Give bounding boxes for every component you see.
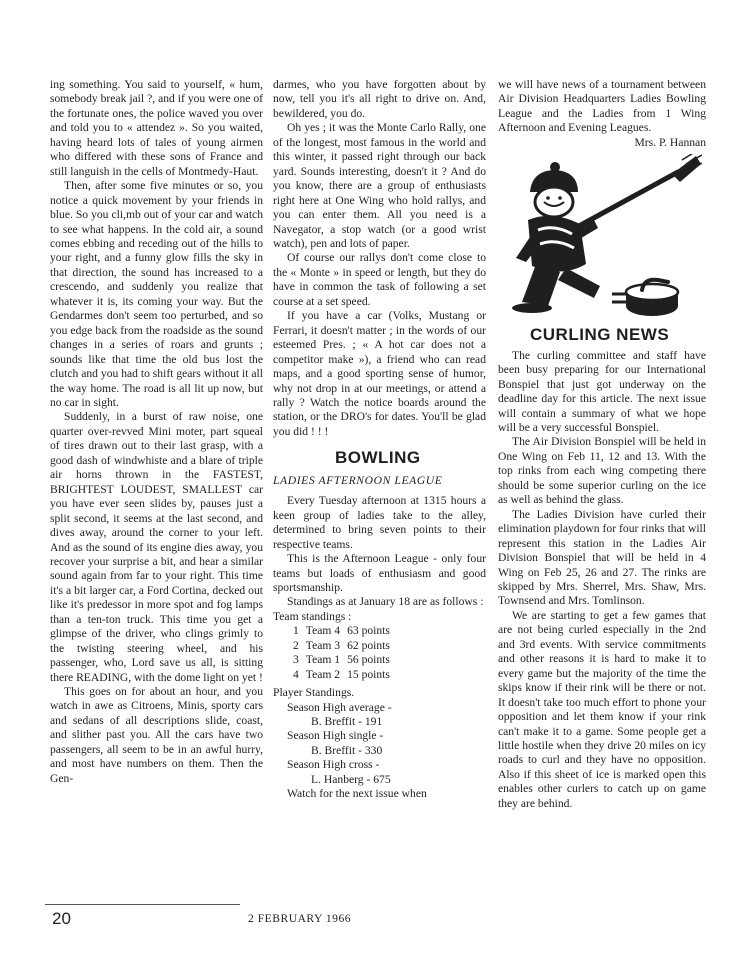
column-2 [273,78,486,802]
paragraph: we will have news of a tournament between Air Division Headquarters Ladies Bowling League and the Ladies from 1 Wing Afternoon and Evening Leagues. [498,78,706,135]
points-cell: 56 points [347,653,390,667]
paragraph: Every Tuesday afternoon at 1315 hours a keen group of ladies take to the alley, determined to bring seven points to their respective teams. [273,494,486,551]
bowling-subheading: LADIES AFTERNOON LEAGUE [273,473,443,487]
paragraph: The Air Division Bonspiel will be held in One Wing on Feb 11, 12 and 13. With the top rinks from each wing competing there should be some superior curling on the ice as well as behind the glass. [498,435,706,507]
paragraph: Standings as at January 18 are as follows : [287,595,484,609]
bowling-section [273,448,486,801]
paragraph: Then, after some five minutes or so, you notice a quick movement by your friends in blue. So you cli,mb out of your car and watch to see what happens. In the cold air, a sound comes ebbing and receding out of the hills to your right, and a funny glow fills the sky in that direction, the sound has increased to a crescendo, and suddenly you realize that whatever it is, its coming your way. But the Gendarmes don't seem too perturbed, and so you edge back from the roadside as the sound changes in a series of roars and grunts ; sounds like that time the old bus lost the clutch and you had to shift gears without it all the way home. The road is all lit up now, but no car in sight. [50,179,263,409]
team-cell: Team 4 [305,624,341,638]
table-row [293,668,397,682]
footer-rule [45,904,240,905]
curler-illustration [502,154,702,326]
paragraph: The Ladies Division have curled their elimination playdown for four rinks that will represent this station in the Ladies Air Division Bonspiel that will be held in 4 Wing on Feb 25, 26 and 27. The rinks are skipped by Mrs. Sherrel, Mrs. Shaw, Mrs. Townsend and Mrs. Tomlinson. [498,507,706,608]
team-standings-table [293,624,397,682]
page-number: 20 [52,909,71,928]
table-row [293,653,397,667]
paragraph: This goes on for about an hour, and you watch in awe as Citroens, Minis, sporty cars and sedans of all descriptions slide, coast, and slither past you. All the cars have two passengers, all seem to be in an awful hurry, and most have numbers on them. Then the Gen- [50,685,263,785]
paragraph: Watch for the next issue when [287,787,427,801]
points-cell: 15 points [347,667,390,681]
paragraph: Suddenly, in a burst of raw noise, one quarter over-revved Mini moter, part squeal of tires drawn out to their last grasp, with a good dash of windwhiste and a blare of triple air horns thrown in the FASTEST, BRIGHTEST LOUDEST, SMALLEST car you have ever seen slides by, pauses just a split second, it seems at the last second, and dives away, around the corner to your left. And as the sound of its engine dies away, you recover your surprise a bit, and hear a similar sound again from far to your right. This time it's a bit larger car, a Ford Cortina, decked out like it's predessor in more spot and fog lamps than a ten-ton truck. This time you get a glimpse of the driver, who clings grimly to the twisting steering wheel, and his passenger, who, Lord save us all, is sitting there READING, with the dome light on yet ! [50,410,263,684]
column-1 [50,78,263,786]
bowling-heading: BOWLING [335,448,421,468]
season-high-average-label: Season High average - [287,700,392,714]
season-high-cross-label: Season High cross - [287,758,380,772]
paragraph: This is the Afternoon League - only four teams but loads of enthusiasm and good sportsmanship. [273,552,486,594]
rank-cell: 4 [293,667,299,681]
paragraph: The curling committee and staff have been busy preparing for our International Bonspiel that just got underway on the deadline day for this article. The next issue will contain a summary of what we hope will be a very successful Bonspiel. [498,348,706,434]
table-row [293,624,397,638]
paragraph: Oh yes ; it was the Monte Carlo Rally, one of the longest, most famous in the world and this winter, it passed right through our back yard. Sounds interesting, doesn't it ? And do you know, there are a group of enthusiasts right here at One Wing who hold rallys, and you can enter them. All you need is a Navegator, a stop watch (or a good wrist watch), pen and lots of paper. [273,121,486,250]
curling-stone-icon [626,280,678,316]
team-cell: Team 1 [305,653,341,667]
column-3 [498,78,706,811]
points-cell: 63 points [347,624,390,638]
issue-date: 2 FEBRUARY 1966 [248,912,352,925]
rank-cell: 2 [293,638,299,652]
player-standings-label: Player Standings. [273,686,355,700]
points-cell: 62 points [347,638,390,652]
paragraph: ing something. You said to yourself, « hum, somebody break jail ?, and if you were one of the fortunate ones, the police waved you over and told you to « attendez ». So you waited, having heard lots of tales of young airmen who differed with these sons of France and still languish in the cells of Montmedy-Haut. [50,78,263,178]
paragraph: If you have a car (Volks, Mustang or Ferrari, it doesn't matter ; in the words of our esteemed Pres. ; « A hot car does not a competitor make »), a friend who can read maps, and a good sporting sense of humor, why not drop in at our meetings, or attend a rally ? Watch the notice boards around the station, or the DRO's for dates. You'll be glad you did ! ! ! [273,309,486,438]
team-cell: Team 3 [305,638,341,652]
curling-section [498,325,706,811]
signature: Mrs. P. Hannan [634,135,706,149]
season-high-cross-value: L. Hanberg - 675 [311,772,391,786]
team-cell: Team 2 [305,667,341,681]
curling-heading: CURLING NEWS [530,325,670,345]
team-standings-label: Team standings : [273,609,352,623]
broom-icon [672,154,702,182]
rank-cell: 1 [293,624,299,638]
paragraph: We are starting to get a few games that are not being curled especially in the 2nd and 3rd events. With service commitments and other reasons it is hard to make it to every game but the majority of the time the skips know if their rink will be there or not. It doesn't take too much effort to phone your opposition and let them know if your rink can't make it to a game. Some people get a little hostile when they drive 20 miles on icy roads to curl and they have no opposition. Also if this sheet of ice is marked open this enables other curlers to catch up on game they are behind. [498,608,706,810]
paragraph: darmes, who you have forgotten about by now, tell you it's all right to drive on. And, bewildered, you do. [273,78,486,120]
rank-cell: 3 [293,653,299,667]
season-high-single-label: Season High single - [287,729,384,743]
paragraph: Of course our rallys don't come close to the « Monte » in speed or length, but they do have in common the task of following a set course at a set speed. [273,251,486,308]
season-high-average-value: B. Breffit - 191 [311,715,383,729]
season-high-single-value: B. Breffit - 330 [311,743,383,757]
table-row [293,639,397,653]
